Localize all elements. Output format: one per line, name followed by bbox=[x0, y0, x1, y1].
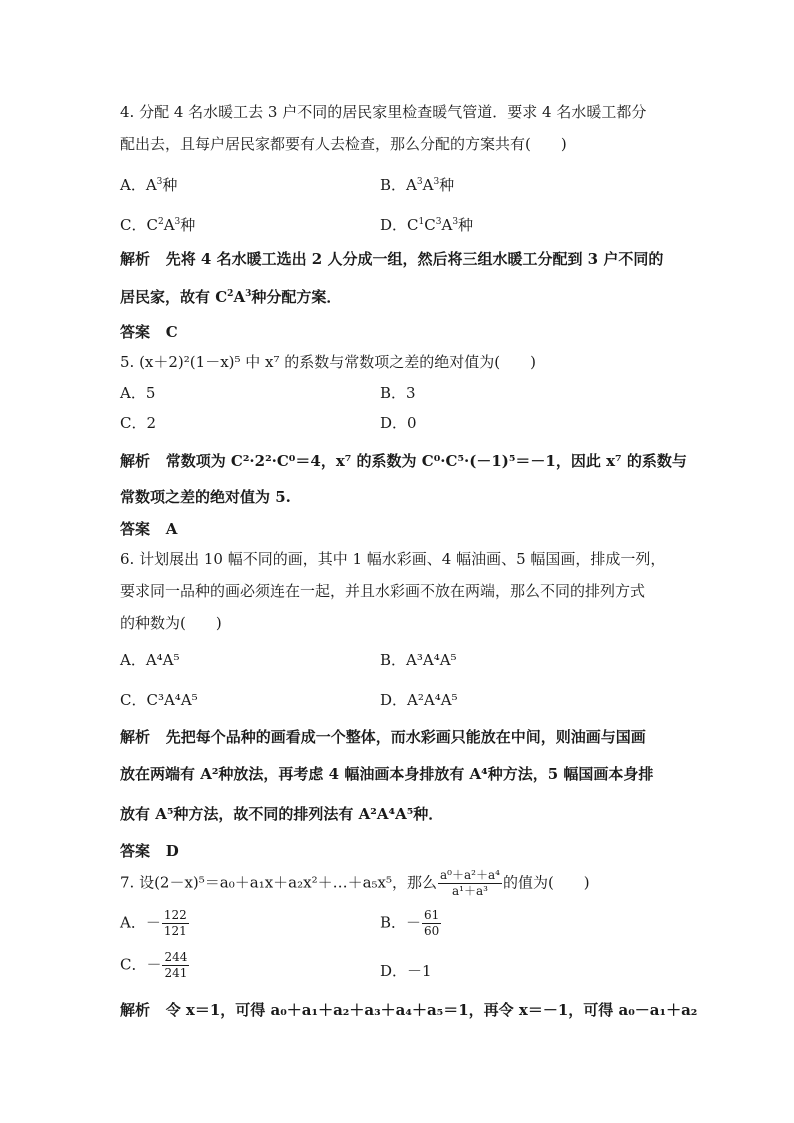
q5-option-d: D．0 bbox=[380, 414, 417, 432]
q5-option-a: A．5 bbox=[120, 384, 156, 402]
q7-analysis-label: 解析 bbox=[120, 1001, 151, 1019]
q4-stem-line-1: 4. 分配 4 名水暖工去 3 户不同的居民家里检查暖气管道．要求 4 名水暖工都分 bbox=[120, 103, 647, 121]
q5-analysis-label: 解析 bbox=[120, 452, 151, 470]
q7-analysis-line-1: 解析 令 x＝1，可得 a₀＋a₁＋a₂＋a₃＋a₄＋a₅＝1，再令 x＝－1，可得 a₀－a₁＋a₂ bbox=[120, 1001, 698, 1019]
q6-analysis-line-2: 放在两端有 A²种放法，再考虑 4 幅油画本身排放有 A⁴种方法，5 幅国画本身排 bbox=[120, 765, 654, 783]
q5-option-c: C．2 bbox=[120, 414, 157, 432]
q6-answer: 答案 D bbox=[120, 842, 179, 860]
q5-analysis-line-2: 常数项之差的绝对值为 5. bbox=[120, 488, 291, 506]
q7-option-b: B．－ $\frac{61}{60}$ bbox=[380, 908, 440, 938]
q5-analysis-line-1: 解析 常数项为 C²·2²·C⁰＝4，x⁷ 的系数为 C⁰·C⁵·(－1)⁵＝－1，因此 x⁷ 的系数与 bbox=[120, 452, 687, 470]
q6-analysis-line-3: 放有 A⁵种方法，故不同的排列法有 A²A⁴A⁵种． bbox=[120, 805, 444, 823]
q7-option-a: A．－ $\frac{122}{121}$ bbox=[120, 908, 187, 938]
q5-option-b: B．3 bbox=[380, 384, 416, 402]
q4-stem-line-2: 配出去，且每户居民家都要有人去检查，那么分配的方案共有( ) bbox=[120, 135, 567, 153]
q6-option-b: B．A³A⁴A⁵ bbox=[380, 651, 457, 669]
q6-option-d: D．A²A⁴A⁵ bbox=[380, 691, 458, 709]
q7-stem: 7. 设(2－x)⁵＝a₀＋a₁x＋a₂x²＋…＋a₅x⁵，那么 $\frac{\text{a⁰＋a²＋a⁴}}{\text{a¹＋a³}}$ 的值为( ) bbox=[120, 868, 590, 898]
q5-stem: 5. (x＋2)²(1－x)⁵ 中 x⁷ 的系数与常数项之差的绝对值为( ) bbox=[120, 353, 537, 371]
q7-option-d: D．－1 bbox=[380, 962, 432, 980]
q6-stem-line-1: 6. 计划展出 10 幅不同的画，其中 1 幅水彩画、4 幅油画、5 幅国画，排成一列， bbox=[120, 550, 666, 568]
q4-option-d: D．$C^1C^3A^3$种 bbox=[380, 216, 474, 234]
q6-option-a: A．A⁴A⁵ bbox=[120, 651, 180, 669]
q6-stem-line-2: 要求同一品种的画必须连在一起，并且水彩画不放在两端，那么不同的排列方式 bbox=[120, 582, 646, 600]
q6-analysis-label: 解析 bbox=[120, 728, 151, 746]
q7-option-c: C．－ $\frac{244}{241}$ bbox=[120, 950, 188, 980]
q4-analysis-label: 解析 bbox=[120, 250, 151, 268]
q4-option-c: C．$C^2A^3$种 bbox=[120, 216, 196, 234]
q6-option-c: C．C³A⁴A⁵ bbox=[120, 691, 198, 709]
q4-analysis-line-1: 解析 先将 4 名水暖工选出 2 人分成一组，然后将三组水暖工分配到 3 户不同的 bbox=[120, 250, 664, 268]
q4-option-b: B．$A^3A^3$种 bbox=[380, 176, 455, 194]
q4-option-a: A．$A^3$种 bbox=[120, 176, 178, 194]
q7-fraction: $\frac{\text{a⁰＋a²＋a⁴}}{\text{a¹＋a³}}$ bbox=[440, 868, 500, 898]
q4-analysis-line-2: 居民家，故有 $C^2A^3$种分配方案． bbox=[120, 288, 342, 306]
q4-answer: 答案 C bbox=[120, 323, 178, 341]
q6-analysis-line-1: 解析 先把每个品种的画看成一个整体，而水彩画只能放在中间，则油画与国画 bbox=[120, 728, 646, 746]
q5-answer: 答案 A bbox=[120, 520, 178, 538]
q6-stem-line-3: 的种数为( ) bbox=[120, 614, 222, 632]
